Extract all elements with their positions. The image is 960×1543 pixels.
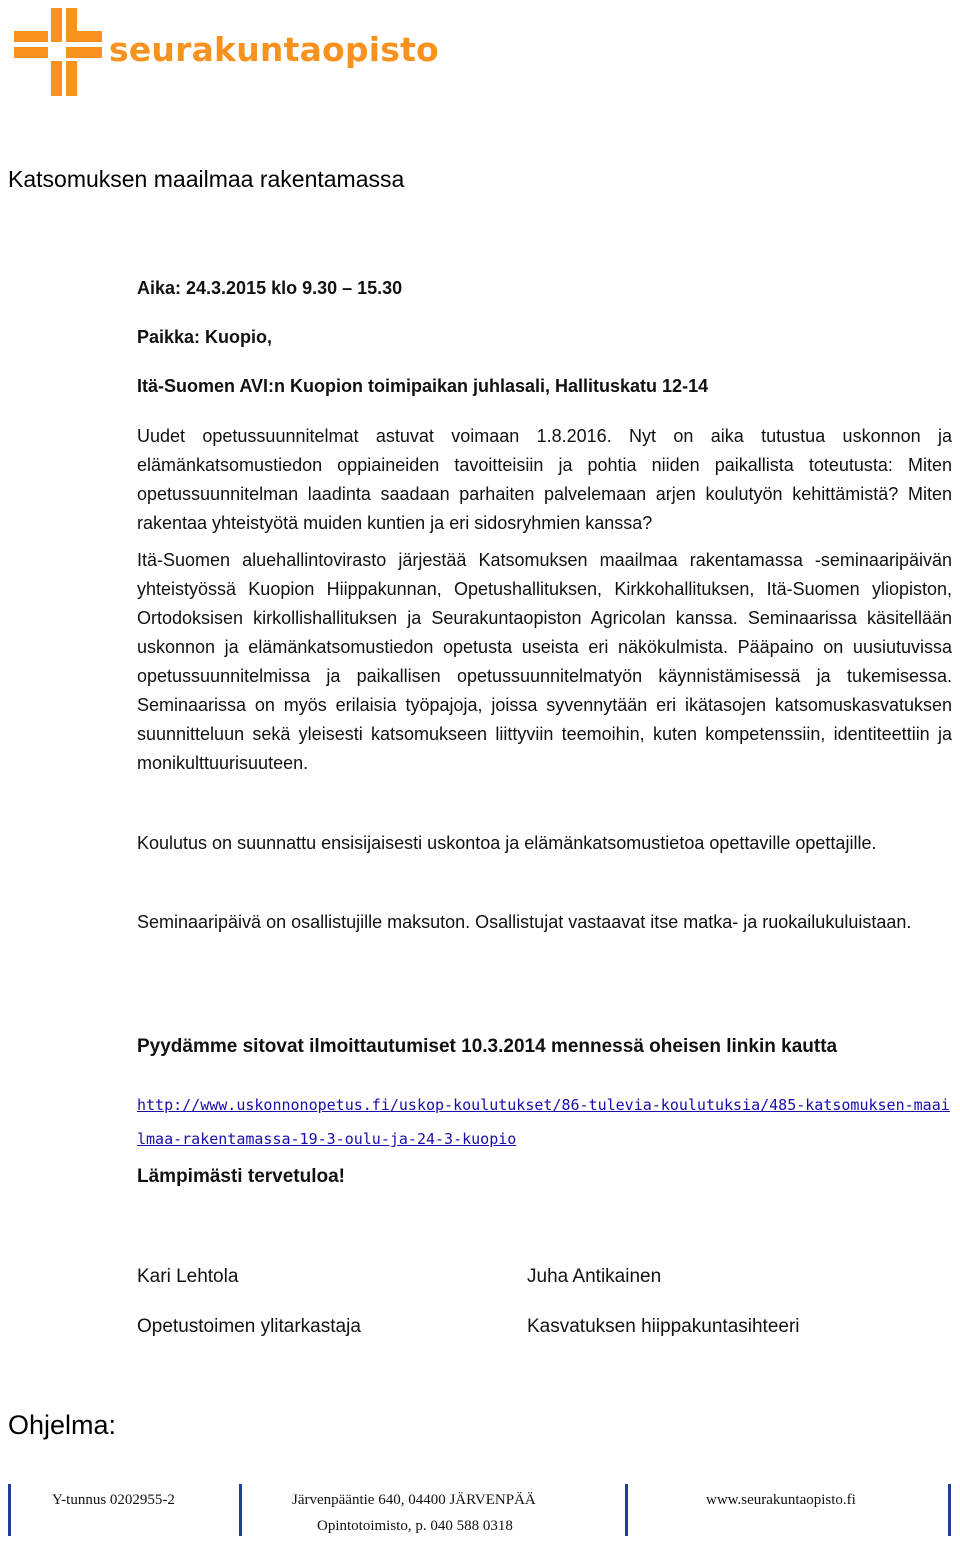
footer-divider (8, 1484, 11, 1536)
signature-title: Opetustoimen ylitarkastaja (137, 1316, 361, 1337)
event-place: Paikka: Kuopio, (137, 327, 273, 347)
welcome-text: Lämpimästi tervetuloa! (137, 1166, 345, 1187)
event-venue: Itä-Suomen AVI:n Kuopion toimipaikan juhlasali, Hallituskatu 12-14 (137, 376, 709, 396)
paragraph-audience-text: Koulutus on suunnattu ensisijaisesti uskontoa ja elämänkatsomustietoa opettaville opettajille. (137, 833, 877, 853)
footer-address: Järvenpääntie 640, 04400 JÄRVENPÄÄ (292, 1492, 536, 1508)
signup-notice: Pyydämme sitovat ilmoittautumiset 10.3.2014 mennessä oheisen linkin kautta (137, 1036, 838, 1057)
registration-link[interactable]: http://www.uskonnonopetus.fi/uskop-koulutukset/86-tulevia-koulutuksia/485-katsomuksen-maailmaa-rakentamassa-19-3-oulu-ja-24-3-kuopio (137, 1096, 950, 1148)
footer-office-phone: Opintotoimisto, p. 040 588 0318 (317, 1518, 513, 1534)
footer-divider (625, 1484, 628, 1536)
footer-website: www.seurakuntaopisto.fi (706, 1492, 856, 1508)
paragraph-description-text: Itä-Suomen aluehallintovirasto järjestää Katsomuksen maailmaa rakentamassa -seminaaripäivän yhteistyössä Kuopion Hiippakunnan, Opetushallituksen, Kirkkohallituksen, Itä-Suomen yliopiston, Ortodoksisen kirkollishallituksen ja Seurakuntaopiston Agricolan kanssa. Seminaarissa käsitellään uskonnon ja elämänkatsomustiedon opetusta useista eri näkökulmista. Pääpaino on uusiutuvissa opetussuunnitelmissa ja paikallisen opetussuunnitelmatyön käynnistämisessä ja tukemisessa. Seminaarissa on myös erilaisia työpajoja, joissa syvennytään eri ikätasojen katsomuskasvatuksen suunnitteluun sekä yleisesti katsomukseen liittyviin teemoihin, kuten kompetenssiin, identiteettiin ja monikulttuurisuuteen. (137, 550, 952, 773)
intro-paragraph (137, 422, 952, 538)
footer-divider (948, 1484, 951, 1536)
cost-paragraph (137, 908, 952, 937)
paragraph-cost-text: Seminaaripäivä on osallistujille maksuton. Osallistujat vastaavat itse matka- ja ruokailukuluistaan. (137, 912, 912, 932)
program-heading: Ohjelma: (8, 1410, 117, 1440)
logo-text: seurakuntaopisto (109, 30, 439, 69)
signature-title: Kasvatuksen hiippakuntasihteeri (527, 1316, 800, 1337)
audience-paragraph (137, 829, 952, 858)
cross-logo-icon (14, 8, 102, 96)
signature-name: Kari Lehtola (137, 1266, 239, 1287)
signature-name: Juha Antikainen (527, 1266, 662, 1287)
page-title: Katsomuksen maailmaa rakentamassa (8, 166, 405, 192)
footer-divider (239, 1484, 242, 1536)
description-paragraph (137, 546, 952, 778)
footer-business-id: Y-tunnus 0202955-2 (52, 1492, 175, 1508)
event-time: Aika: 24.3.2015 klo 9.30 – 15.30 (137, 278, 403, 298)
paragraph-intro-text: Uudet opetussuunnitelmat astuvat voimaan 1.8.2016. Nyt on aika tutustua uskonnon ja elämänkatsomustiedon oppiaineiden tavoitteisiin ja pohtia niiden paikallista toteutusta: Miten opetussuunnitelman laadinta saadaan parhaiten palvelemaan arjen koulutyön kehittämistä? Miten rakentaa yhteistyötä muiden kuntien ja eri sidosryhmien kanssa? (137, 426, 952, 533)
logo (14, 8, 439, 96)
